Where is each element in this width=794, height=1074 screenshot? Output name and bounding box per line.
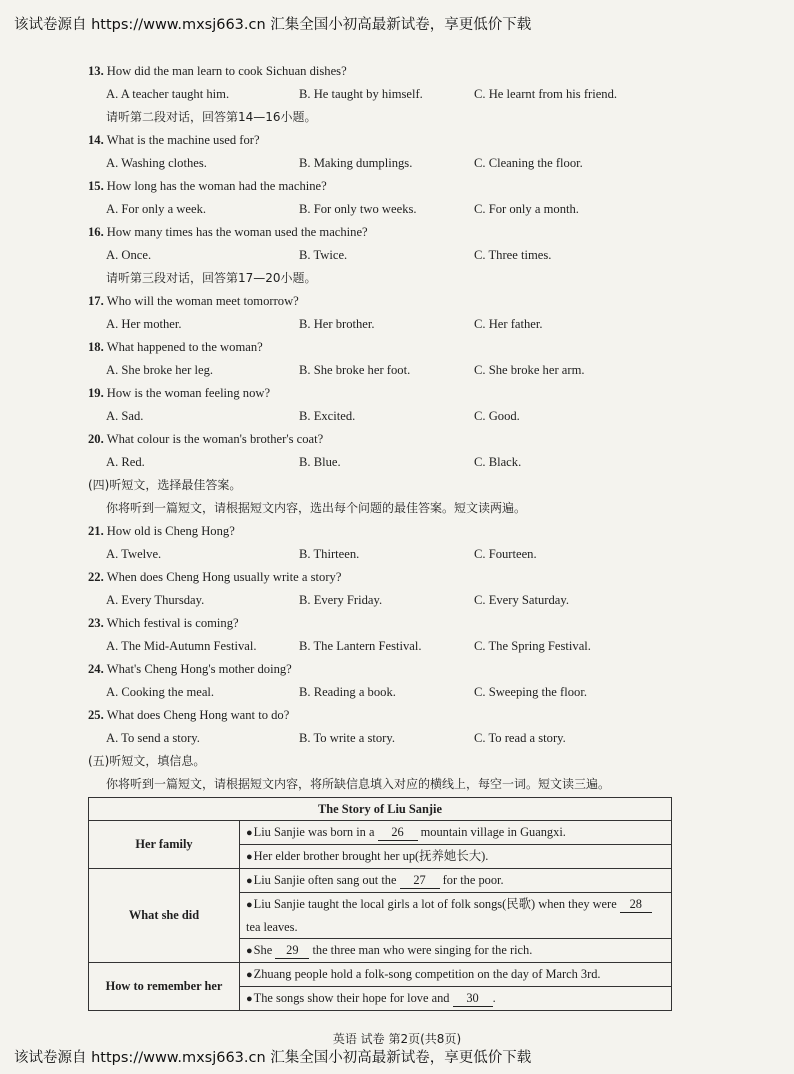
question-list [88, 60, 688, 796]
question-text: What does Cheng Hong want to do? [106, 708, 290, 722]
answer-options [88, 681, 688, 704]
option-a[interactable]: A. For only a week. [106, 202, 207, 216]
question-text: Which festival is coming? [106, 616, 239, 630]
blank-30[interactable]: 30 [453, 990, 493, 1007]
table-row [240, 987, 672, 1011]
row-text: Liu Sanjie often sang out the [253, 873, 400, 887]
category-her-family: Her family [89, 821, 240, 869]
answer-options [88, 589, 688, 612]
blank-27[interactable]: 27 [400, 872, 440, 889]
section-instruction: 你将听到一篇短文，请根据短文内容，将所缺信息填入对应的横线上，每空一词。短文读三遍。 [106, 777, 611, 791]
answer-options [88, 244, 688, 267]
question [88, 221, 688, 244]
question-number: 18. [88, 340, 104, 354]
question-number: 13. [88, 64, 104, 78]
bullet-icon: ● [246, 875, 253, 887]
question [88, 520, 688, 543]
table-row [240, 821, 672, 845]
table-row [240, 893, 672, 939]
answer-options [88, 727, 688, 750]
row-text: Liu Sanjie was born in a [253, 825, 378, 839]
option-c[interactable]: C. Cleaning the floor. [474, 156, 583, 170]
bullet-icon: ● [246, 851, 253, 863]
option-a[interactable]: A. Washing clothes. [106, 156, 207, 170]
option-c[interactable]: C. Sweeping the floor. [474, 685, 587, 699]
question-number: 14. [88, 133, 104, 147]
question [88, 336, 688, 359]
option-a[interactable]: A. The Mid-Autumn Festival. [106, 639, 257, 653]
question-number: 24. [88, 662, 104, 676]
question [88, 612, 688, 635]
question [88, 704, 688, 727]
option-c[interactable]: C. Every Saturday. [474, 593, 570, 607]
question-number: 23. [88, 616, 104, 630]
option-b[interactable]: B. Making dumplings. [299, 156, 413, 170]
question [88, 382, 688, 405]
row-text: Zhuang people hold a folk-song competition on the day of March 3rd. [253, 967, 601, 981]
question-number: 19. [88, 386, 104, 400]
option-c[interactable]: C. Good. [474, 409, 520, 423]
row-text: for the poor. [439, 873, 504, 887]
row-text: tea leaves. [246, 920, 298, 934]
section-heading: (五)听短文，填信息。 [88, 754, 206, 768]
option-a[interactable]: A. She broke her leg. [106, 363, 214, 377]
option-b[interactable]: B. Excited. [299, 409, 356, 423]
question [88, 129, 688, 152]
answer-options [88, 198, 688, 221]
question-number: 21. [88, 524, 104, 538]
row-text: . [492, 991, 496, 1005]
option-c[interactable]: C. The Spring Festival. [474, 639, 591, 653]
option-a[interactable]: A. Every Thursday. [106, 593, 205, 607]
row-text: Liu Sanjie taught the local girls a lot of folk songs(民歌) when they were [253, 897, 620, 911]
option-a[interactable]: A. To send a story. [106, 731, 200, 745]
question [88, 60, 688, 83]
question-number: 15. [88, 179, 104, 193]
option-b[interactable]: B. Every Friday. [299, 593, 383, 607]
option-c[interactable]: C. He learnt from his friend. [474, 87, 618, 101]
table-row [240, 939, 672, 963]
category-what-she-did: What she did [89, 869, 240, 963]
watermark-bottom: 该试卷源自 https://www.mxsj663.cn 汇集全国小初高最新试卷，享更低价下载 [14, 1050, 532, 1066]
answer-options [88, 313, 688, 336]
option-c[interactable]: C. Black. [474, 455, 522, 469]
question-number: 17. [88, 294, 104, 308]
blank-29[interactable]: 29 [275, 942, 309, 959]
question-number: 16. [88, 225, 104, 239]
option-c[interactable]: C. Her father. [474, 317, 543, 331]
question-text: How many times has the woman used the machine? [106, 225, 368, 239]
row-text: the three man who were singing for the rich. [309, 943, 533, 957]
watermark-top: 该试卷源自 https://www.mxsj663.cn 汇集全国小初高最新试卷，享更低价下载 [14, 17, 532, 33]
row-text: Her elder brother brought her up(抚养她长大). [253, 849, 489, 863]
option-c[interactable]: C. For only a month. [474, 202, 579, 216]
option-a[interactable]: A. Red. [106, 455, 145, 469]
answer-options [88, 359, 688, 382]
option-b[interactable]: B. Her brother. [299, 317, 375, 331]
option-a[interactable]: A. A teacher taught him. [106, 87, 230, 101]
blank-26[interactable]: 26 [378, 824, 418, 841]
story-info-table [88, 797, 672, 1011]
table-title: The Story of Liu Sanjie [89, 798, 672, 821]
question-text: What's Cheng Hong's mother doing? [106, 662, 292, 676]
question-text: What is the machine used for? [106, 133, 260, 147]
section-instruction: 你将听到一篇短文，请根据短文内容，选出每个问题的最佳答案。短文读两遍。 [106, 501, 527, 515]
option-b[interactable]: B. Thirteen. [299, 547, 360, 561]
question-number: 20. [88, 432, 104, 446]
bullet-icon: ● [246, 827, 253, 839]
question-text: What happened to the woman? [106, 340, 263, 354]
question [88, 566, 688, 589]
blank-28[interactable]: 28 [620, 896, 652, 913]
question-text: What colour is the woman's brother's coat? [106, 432, 324, 446]
option-b[interactable]: B. Twice. [299, 248, 348, 262]
row-text: mountain village in Guangxi. [417, 825, 566, 839]
page-footer: 英语 试卷 第2页(共8页) [332, 1032, 462, 1046]
row-text: The songs show their hope for love and [253, 991, 453, 1005]
question-text: How did the man learn to cook Sichuan dishes? [106, 64, 347, 78]
category-how-to-remember: How to remember her [89, 963, 240, 1011]
answer-options [88, 405, 688, 428]
table-row [240, 845, 672, 869]
option-b[interactable]: B. She broke her foot. [299, 363, 411, 377]
option-b[interactable]: B. Reading a book. [299, 685, 396, 699]
table-row [240, 869, 672, 893]
option-a[interactable]: A. Cooking the meal. [106, 685, 215, 699]
option-b[interactable]: B. Blue. [299, 455, 341, 469]
question-text: How long has the woman had the machine? [106, 179, 327, 193]
option-c[interactable]: C. To read a story. [474, 731, 566, 745]
answer-options [88, 83, 688, 106]
option-a[interactable]: A. Her mother. [106, 317, 182, 331]
answer-options [88, 543, 688, 566]
bullet-icon: ● [246, 899, 253, 911]
option-b[interactable]: B. He taught by himself. [299, 87, 423, 101]
question-text: How is the woman feeling now? [106, 386, 271, 400]
bullet-icon: ● [246, 993, 253, 1005]
answer-options [88, 635, 688, 658]
answer-options [88, 152, 688, 175]
bullet-icon: ● [246, 969, 253, 981]
option-c[interactable]: C. Three times. [474, 248, 552, 262]
question [88, 175, 688, 198]
question-text: How old is Cheng Hong? [106, 524, 235, 538]
question [88, 290, 688, 313]
question [88, 428, 688, 451]
option-a[interactable]: A. Sad. [106, 409, 144, 423]
question-text: When does Cheng Hong usually write a story? [106, 570, 342, 584]
option-b[interactable]: B. To write a story. [299, 731, 396, 745]
option-b[interactable]: B. The Lantern Festival. [299, 639, 422, 653]
question-text: Who will the woman meet tomorrow? [106, 294, 299, 308]
bullet-icon: ● [246, 945, 253, 957]
question-number: 25. [88, 708, 104, 722]
section-instruction: 请听第三段对话，回答第17—20小题。 [106, 271, 317, 285]
option-c[interactable]: C. Fourteen. [474, 547, 537, 561]
question [88, 658, 688, 681]
row-text: She [253, 943, 276, 957]
option-a[interactable]: A. Twelve. [106, 547, 162, 561]
option-c[interactable]: C. She broke her arm. [474, 363, 585, 377]
section-instruction: 请听第二段对话，回答第14—16小题。 [106, 110, 317, 124]
option-b[interactable]: B. For only two weeks. [299, 202, 417, 216]
answer-options [88, 451, 688, 474]
question-number: 22. [88, 570, 104, 584]
table-row [240, 963, 672, 987]
option-a[interactable]: A. Once. [106, 248, 152, 262]
section-heading: (四)听短文，选择最佳答案。 [88, 478, 242, 492]
